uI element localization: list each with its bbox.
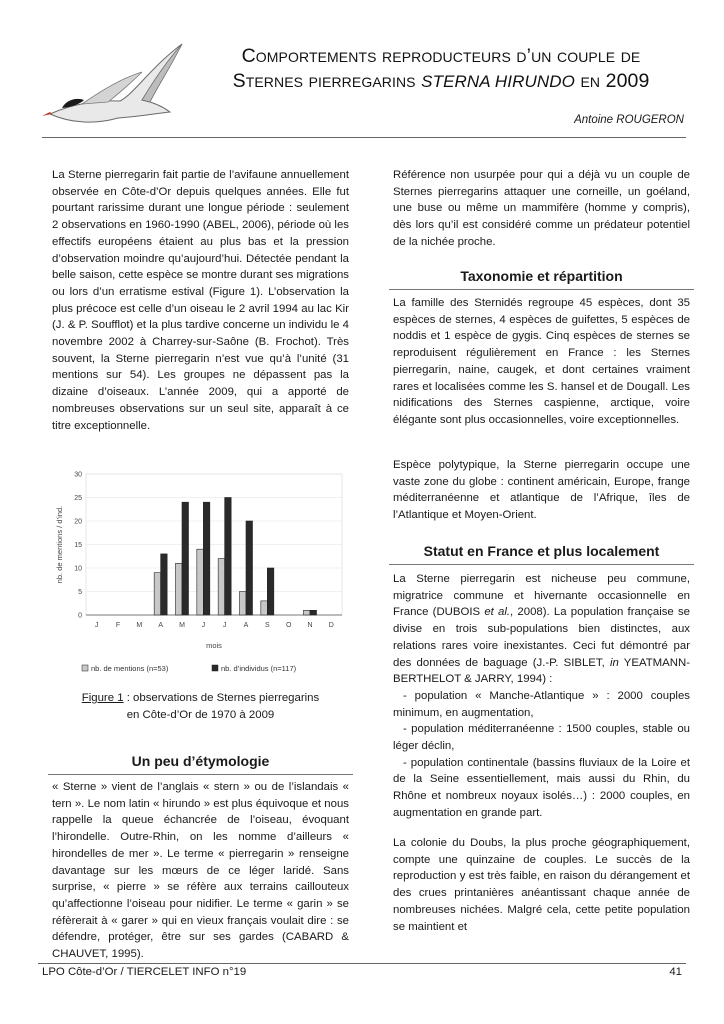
x-tick-label: N — [307, 622, 313, 629]
bar-mentions — [240, 592, 247, 616]
x-tick-label: O — [285, 622, 292, 629]
x-tick-label: D — [328, 622, 334, 629]
title-line-2 — [196, 69, 686, 94]
status-rule — [389, 564, 694, 565]
x-tick-label: J — [94, 622, 99, 629]
bar-individus — [246, 521, 253, 615]
y-tick-label: 20 — [74, 518, 82, 526]
title-line-1: Comportements reproducteurs d’un couple de — [241, 45, 641, 67]
figure-caption — [52, 690, 349, 724]
header-rule — [42, 137, 686, 138]
caption-text: : observations de Sternes pierregarins — [123, 692, 320, 704]
taxonomy-paragraph-2 — [393, 457, 690, 524]
page-number: 41 — [669, 966, 682, 978]
status-paragraph — [393, 571, 690, 822]
taxonomy-heading: Taxonomie et répartition — [460, 268, 623, 284]
bar-individus — [225, 498, 232, 616]
bar-individus — [182, 502, 189, 615]
article-title — [196, 44, 686, 94]
status-text-a: La Sterne pierregarin est nicheuse peu commune, migratrice commune et hivernante occasionnelle en France (DUBOIS — [393, 573, 690, 619]
y-tick-label: 10 — [74, 565, 82, 573]
bar-chart — [52, 460, 349, 685]
population-item-2: - population méditerranéenne : 1500 couples, stable ou léger déclin, — [393, 723, 690, 753]
title-line-2-end: en 2009 — [580, 70, 650, 92]
y-tick-label: 0 — [78, 612, 82, 620]
bar-individus — [310, 610, 317, 615]
figure-1-chart — [52, 460, 349, 685]
etymology-paragraph — [52, 779, 349, 963]
bar-mentions — [261, 601, 268, 615]
population-item-3: - population continentale (bassins fluviaux de la Loire et de la Seine essentiellement, mais aussi du Rhin, du Rhône et nombreux noyaux isolés…) : 2000 couples, en augmentation en grande part. — [393, 756, 690, 819]
bar-individus — [203, 502, 210, 615]
status-text — [393, 571, 690, 688]
population-item-1: - population « Manche-Atlantique » : 2000 couples minimum, en augmentation, — [393, 689, 690, 719]
bar-individus — [161, 554, 168, 615]
status-text-c: YEATMANN-BERTHELOT & JARRY, 1994) : — [393, 656, 690, 686]
bar-mentions — [304, 610, 311, 615]
author: Antoine ROUGERON — [574, 114, 684, 126]
x-tick-label: A — [243, 622, 249, 629]
x-tick-label: M — [136, 622, 143, 629]
title-latin-name: STERNA HIRUNDO — [421, 72, 575, 91]
bar-mentions — [197, 549, 204, 615]
x-axis-label: mois — [206, 641, 222, 650]
intro-text: La Sterne pierregarin fait partie de l’avifaune annuellement observée en Côte-d’Or depuis quelques années. Elle fut pourtant rarissime durant une longue période : seulement 2 observations en 1960-1990 (ABEL, 2006), période où les effectifs européens étaient au plus bas et la pression d’observation moindre qu’aujourd’hui. Détectée pendant la belle saison, cette espèce se montre durant ses migrations ou lors d’un erratisme estival (Figure 1). L’observation la plus précoce est celle d’un oiseau le 2 avril 1994 au lac Kir (J. & P. Soufflot) et la plus tardive concerne un individu le 4 novembre 2002 à Charrey-sur-Saône (B. Frochot). Très souvent, la Sterne pierregarin n’est vue qu’à l’unité (31 mentions sur 54). Les groupes ne dépassent pas la dizaine d’oiseaux. L’année 2009, qui a apporté de nombreuses observations sur un seul site, apparaît à ce titre exceptionnelle. — [52, 169, 349, 432]
right-paragraph-1 — [393, 167, 690, 251]
legend-label-individus: nb. d’individus (n=117) — [221, 664, 297, 673]
status-et-al: et al. — [484, 606, 511, 619]
y-tick-label: 30 — [74, 471, 82, 479]
status-text-b: , 2008). La population française se divise en trois sub-populations bien distinctes, aux relations rares voire inexistantes. Ceci fut démontré par des données de baguage (J.-P. SIBLET, — [393, 606, 690, 669]
footer-rule — [38, 963, 686, 964]
doubs-paragraph — [393, 835, 690, 935]
bar-mentions — [154, 573, 161, 615]
y-tick-label: 5 — [78, 589, 82, 596]
right-text-1: Référence non usurpée pour qui a déjà vu un couple de Sternes pierregarins attaquer une corneille, un goéland, une buse ou même un mammifère (homme y compris), dès lors qu’il est considéré comme un prédateur potentiel de la nichée proche. — [393, 169, 690, 248]
legend-label-mentions: nb. de mentions (n=53) — [91, 664, 169, 673]
x-tick-label: F — [115, 622, 121, 629]
x-tick-label: A — [158, 622, 164, 629]
y-tick-label: 15 — [74, 542, 82, 549]
taxonomy-text-1: La famille des Sternidés regroupe 45 espèces, dont 35 espèces de sternes, 4 espèces de guifettes, 5 espèces de noddis et 1 espèce de gygis. Cinq espèces de sternes se reproduisent régulièrement en France : les Sternes pierregarin, naine, caugek, et dont certaines vraiment rares et localisées comme les S. hansel et de Dougall. Les nidifications des Sternes caspienne, arctique, voire élégante sont plus occasionnelles, voire exceptionnelles. — [393, 297, 690, 426]
x-tick-label: S — [264, 622, 270, 629]
title-line-2-start: Sternes pierregarins — [232, 70, 416, 92]
taxonomy-paragraph-1 — [393, 295, 690, 429]
x-tick-label: M — [179, 622, 185, 629]
legend-swatch-individus — [212, 665, 218, 671]
bar-individus — [267, 568, 274, 615]
taxonomy-text-2: Espèce polytypique, la Sterne pierregarin occupe une vaste zone du globe : continent américain, Europe, frange méditerranéenne et atlantique de l’Afrique, îles de l’Atlantique et Moyen-Orient. — [393, 459, 690, 522]
y-tick-label: 25 — [74, 495, 82, 502]
etymology-rule — [48, 774, 353, 775]
doubs-text: La colonie du Doubs, la plus proche géographiquement, compte une quinzaine de couples. Le succès de la reproduction y est très faible, en raison du dérangement et des crues printanières anéantissant chaque année de nombreuses nichées. Malgré cela, cette petite population se maintient et — [393, 837, 690, 933]
status-in: in — [609, 656, 619, 669]
intro-paragraph — [52, 167, 349, 434]
legend-swatch-mentions — [82, 665, 88, 671]
x-tick-label: J — [201, 622, 206, 629]
etymology-heading: Un peu d’étymologie — [131, 753, 270, 769]
caption-text-2: en Côte-d’Or de 1970 à 2009 — [126, 709, 275, 721]
status-heading: Statut en France et plus localement — [423, 543, 660, 559]
x-tick-label: J — [222, 622, 227, 629]
y-axis-label: nb. de mentions / d’ind. — [55, 505, 64, 584]
tern-illustration — [42, 34, 192, 134]
bar-mentions — [218, 559, 225, 615]
etymology-text: « Sterne » vient de l’anglais « stern » ou de l’islandais « tern ». Le nom latin « hirundo » est plus équivoque et nous rappelle la queue échancrée de l’oiseau, évoquant l’hirondelle. Outre-Rhin, on les nomme d’ailleurs « hirondelles de mer ». Le terme « pierregarin » renseigne davantage sur les mœurs de ce léger laridé. Sans surprise, « pierre » se réfère aux terrains caillouteux qu’affectionne l’oiseau pour nidifier. Le terme « garin » se réfèrerait à « garer » qui en vieux français voulait dire : se défendre, protéger, être sur ses gardes (CABARD & CHAUVET, 1995). — [52, 781, 349, 961]
taxonomy-rule — [389, 289, 694, 290]
bar-mentions — [176, 563, 183, 615]
figure-label: Figure 1 — [81, 692, 124, 704]
footer-publication: LPO Côte-d’Or / TIERCELET INFO n°19 — [42, 966, 247, 978]
